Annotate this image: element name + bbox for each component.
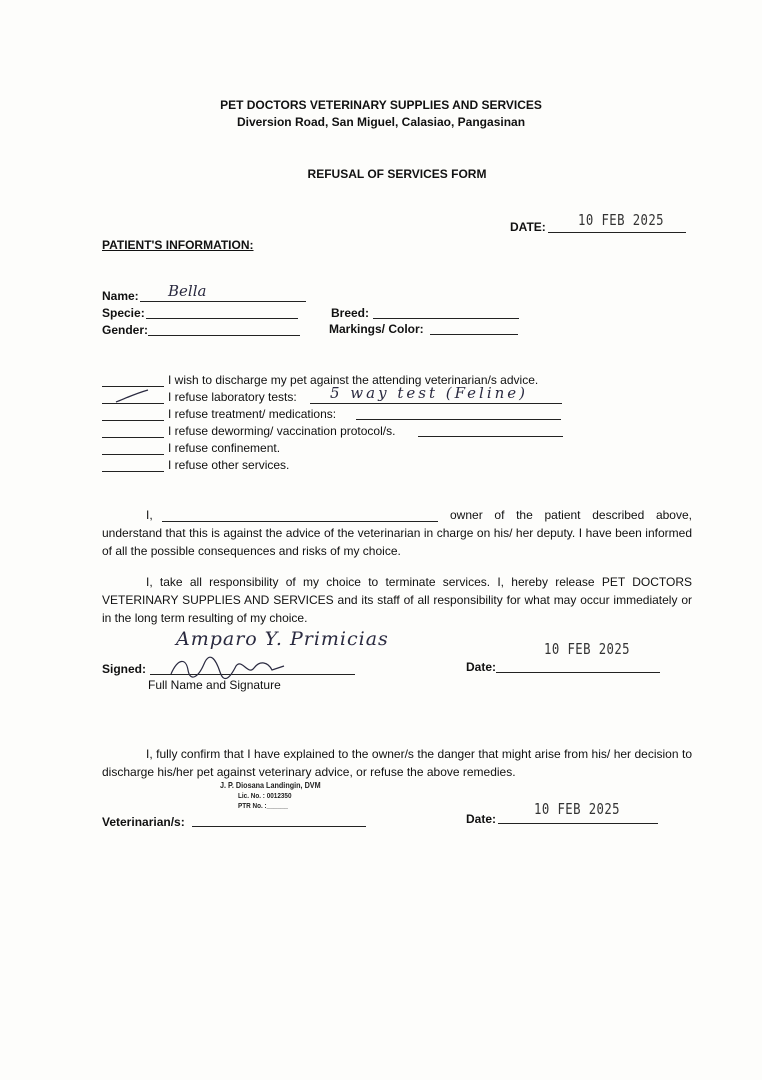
responsibility-paragraph: I, take all responsibility of my choice to terminate services. I, hereby release PET DOCTORS VETERINARY SUPPLIES AND SERVICES and its staff of all responsibility for what may occur immediately or in the long term resulting of my choice. [102,575,692,625]
treatment-line [356,419,561,420]
gender-label: Gender: [102,323,149,337]
date-line [548,232,686,233]
vet-stamp-license: Lic. No. : 0012350 [238,791,292,800]
checklist-blank-1 [102,386,164,387]
owner-lead: I, [146,508,153,522]
markings-label: Markings/ Color: [329,322,424,336]
check-mark-icon [112,389,152,405]
checklist-blank-5 [102,454,164,455]
checklist-blank-3 [102,420,164,421]
checklist-item-lab-tests: I refuse laboratory tests: [168,390,297,404]
date-value: 10 FEB 2025 [578,211,664,229]
veterinarian-label: Veterinarian/s: [102,815,185,829]
vet-date-value: 10 FEB 2025 [534,800,620,818]
specie-line [146,318,298,319]
vet-stamp-ptr: PTR No. :______ [238,801,288,810]
owner-statement-1: owner of the patient described above, [450,508,692,522]
signed-label: Signed: [102,662,146,676]
name-value: Bella [168,282,207,300]
markings-line [430,334,518,335]
name-line [140,301,306,302]
company-name: PET DOCTORS VETERINARY SUPPLIES AND SERVICES [220,98,542,112]
vet-confirmation-paragraph: I, fully confirm that I have explained to the owner/s the danger that might arise from his/ her decision to discharge his/her pet against veterinary advice, or refuse the above remedies. [102,747,692,779]
breed-line [373,318,519,319]
veterinarian-line [192,826,366,827]
owner-statement-2: understand that this is against the advice of the veterinarian in charge on his/ her deputy. I have been informed of all the possible consequences and risks of my choice. [102,526,692,558]
checklist-item-other: I refuse other services. [168,458,290,472]
gender-line [148,335,300,336]
owner-date-line [496,672,660,673]
checklist-item-discharge: I wish to discharge my pet against the attending veterinarian/s advice. [168,373,539,387]
name-label: Name: [102,289,139,303]
lab-tests-detail: 5 way test (Feline) [330,384,529,402]
checklist-blank-4 [102,437,164,438]
owner-name-line [162,521,438,522]
vet-date-label: Date: [466,812,497,826]
vet-stamp-name: J. P. Diosana Landingin, DVM [220,780,321,790]
checklist-item-treatment: I refuse treatment/ medications: [168,407,337,421]
date-label: DATE: [510,220,546,234]
checklist-item-deworming: I refuse deworming/ vaccination protocol/s. [168,424,396,438]
company-address: Diversion Road, San Miguel, Calasiao, Pangasinan [236,115,526,129]
vet-date-line [498,823,658,824]
owner-date-value: 10 FEB 2025 [544,640,630,658]
lab-tests-line [310,403,562,404]
owner-date-label: Date: [466,660,497,674]
form-title: REFUSAL OF SERVICES FORM [307,167,487,181]
specie-label: Specie: [102,306,145,320]
breed-label: Breed: [331,306,370,320]
patient-section-title: PATIENT'S INFORMATION: [102,238,254,252]
checklist-blank-6 [102,471,164,472]
owner-handwritten-name: Amparo Y. Primicias [176,628,389,650]
checklist-item-confinement: I refuse confinement. [168,441,281,455]
full-name-caption: Full Name and Signature [148,678,281,692]
deworming-line [418,436,563,437]
